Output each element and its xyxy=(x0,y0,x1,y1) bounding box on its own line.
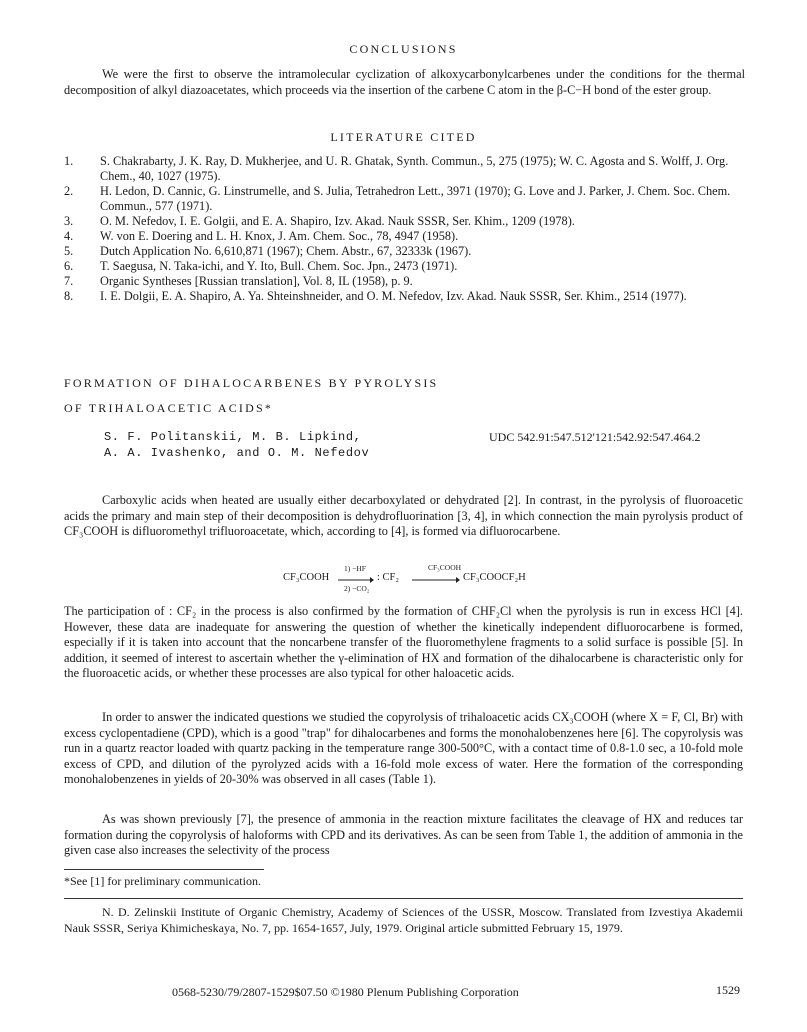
equation-reactant: CF₃COOH xyxy=(283,572,330,583)
paragraph-1: Carboxylic acids when heated are usually either decarboxylated or dehydrated [2]. In contrast, in the pyrolysis of fluoroacetic acids the primary and main step of their decomposition is dehydrofluorination [3, 4], in which connection the main pyrolysis product of CF₃COOH is difluoromethyl trifluoroacetate, which, according to [4], is formed via difluorocarbene. xyxy=(64,493,743,539)
affiliation: N. D. Zelinskii Institute of Organic Chemistry, Academy of Sciences of the USSR, Moscow. Translated from Izvestiya Akademii Nauk SSSR, Seriya Khimicheskaya, No. 7, pp. 1654-1657, July, 1979. Original article submitted February 15, 1979. xyxy=(64,905,743,935)
reference-text: Dutch Application No. 6,610,871 (1967); Chem. Abstr., 67, 32333k (1967). xyxy=(100,244,472,258)
equation-step1: 1) −HF xyxy=(344,564,366,573)
reaction-equation xyxy=(0,562,807,598)
reference-item xyxy=(64,184,747,214)
authors-line2: A. A. Ivashenko, and O. M. Nefedov xyxy=(104,446,370,460)
literature-heading: LITERATURE CITED xyxy=(330,130,477,144)
conclusions-body: We were the first to observe the intramolecular cyclization of alkoxycarbonylcarbenes under the conditions for the thermal decomposition of alkyl diazoacetates, which proceeds via the insertion of the carbene C atom in the β-C−H bond of the ester group. xyxy=(64,67,745,97)
reference-text: W. von E. Doering and L. H. Knox, J. Am. Chem. Soc., 78, 4947 (1958). xyxy=(100,229,459,243)
reference-number: 5. xyxy=(64,244,74,258)
equation-intermediate: : CF₂ xyxy=(377,572,400,583)
reference-text: H. Ledon, D. Cannic, G. Linstrumelle, and S. Julia, Tetrahedron Lett., 3971 (1970); G. Love and J. Parker, J. Chem. Soc. Chem. Commun., 577 (1971). xyxy=(100,184,731,213)
reference-number: 3. xyxy=(64,214,74,228)
reference-item xyxy=(64,214,747,229)
reference-number: 1. xyxy=(64,154,74,168)
reference-item xyxy=(64,229,747,244)
article-title-line1: FORMATION OF DIHALOCARBENES BY PYROLYSIS xyxy=(64,376,439,390)
reference-item xyxy=(64,244,747,259)
reference-number: 2. xyxy=(64,184,74,198)
equation-reagent: CF₃COOH xyxy=(428,563,462,572)
affiliation-rule xyxy=(64,898,743,899)
equation-step2: 2) −CO₂ xyxy=(344,584,370,593)
conclusions-heading: CONCLUSIONS xyxy=(349,42,458,56)
equation-arrow1 xyxy=(338,576,374,584)
reference-number: 7. xyxy=(64,274,74,288)
reference-number: 6. xyxy=(64,259,74,273)
reference-number: 4. xyxy=(64,229,74,243)
reference-text: S. Chakrabarty, J. K. Ray, D. Mukherjee, and U. R. Ghatak, Synth. Commun., 5, 275 (1975); W. C. Agosta and S. Wolff, J. Org. Chem., 40, 1027 (1975). xyxy=(100,154,729,183)
reference-item xyxy=(64,274,747,289)
reference-text: I. E. Dolgii, E. A. Shapiro, A. Ya. Shteinshneider, and O. M. Nefedov, Izv. Akad. Nauk SSSR, Ser. Khim., 2514 (1977). xyxy=(100,289,687,303)
page-number: 1529 xyxy=(716,983,740,997)
reference-list xyxy=(64,154,747,304)
equation-product: CF₃COOCF₂H xyxy=(463,572,526,583)
reference-text: O. M. Nefedov, I. E. Golgii, and E. A. Shapiro, Izv. Akad. Nauk SSSR, Ser. Khim., 1209 (1978). xyxy=(100,214,575,228)
reference-item xyxy=(64,289,747,304)
authors-line1: S. F. Politanskii, M. B. Lipkind, xyxy=(104,430,362,444)
reference-item xyxy=(64,154,747,184)
udc-code: UDC 542.91:547.512'121:542.92:547.464.2 xyxy=(489,430,701,444)
footer-code: 0568-5230/79/2807-1529$07.50 ©1980 Plenum Publishing Corporation xyxy=(172,985,519,999)
reference-text: T. Saegusa, N. Taka-ichi, and Y. Ito, Bull. Chem. Soc. Jpn., 2473 (1971). xyxy=(100,259,458,273)
article-title-line2: OF TRIHALOACETIC ACIDS* xyxy=(64,401,274,415)
paragraph-3: In order to answer the indicated questions we studied the copyrolysis of trihaloacetic acids CX₃COOH (where X = F, Cl, Br) with excess cyclopentadiene (CPD), which is a good "trap" for dihalocarbenes and forms the monohalobenzenes here [6]. The copyrolysis was run in a quartz reactor loaded with quartz packing in the temperature range 300-500°C, with a contact time of 0.8-1.0 sec, a 10-fold mole excess of CPD, and dilution of the pyrolyzed acids with a 16-fold mole excess of water. Here the formation of the corresponding monohalobenzenes in yields of 20-30% was observed in all cases (Table 1). xyxy=(64,710,743,787)
paragraph-4: As was shown previously [7], the presence of ammonia in the reaction mixture facilitates the cleavage of HX and reduces tar formation during the copyrolysis of haloforms with CPD and its derivatives. As can be seen from Table 1, the addition of ammonia in the given case also increases the selectivity of the process xyxy=(64,812,743,858)
reference-item xyxy=(64,259,747,274)
footnote: *See [1] for preliminary communication. xyxy=(64,874,261,888)
paragraph-2: The participation of : CF₂ in the process is also confirmed by the formation of CHF₂Cl when the pyrolysis is run in excess HCl [4]. However, these data are inadequate for answering the question of whether the kinetically independent difluorocarbene is formed, especially if it is taken into account that the noncarbene transfer of the fluoromethylene fragments to a solid surface is possible [5]. In addition, it seemed of interest to ascertain whether the γ-elimination of HX and formation of the dihalocarbene is characteristic only for the fluoroacetic acids, or whether these processes are also typical for other haloacetic acids. xyxy=(64,604,743,681)
reference-text: Organic Syntheses [Russian translation], Vol. 8, IL (1958), p. 9. xyxy=(100,274,413,288)
reference-number: 8. xyxy=(64,289,74,303)
footnote-rule xyxy=(64,869,264,870)
equation-arrow2 xyxy=(412,576,460,584)
